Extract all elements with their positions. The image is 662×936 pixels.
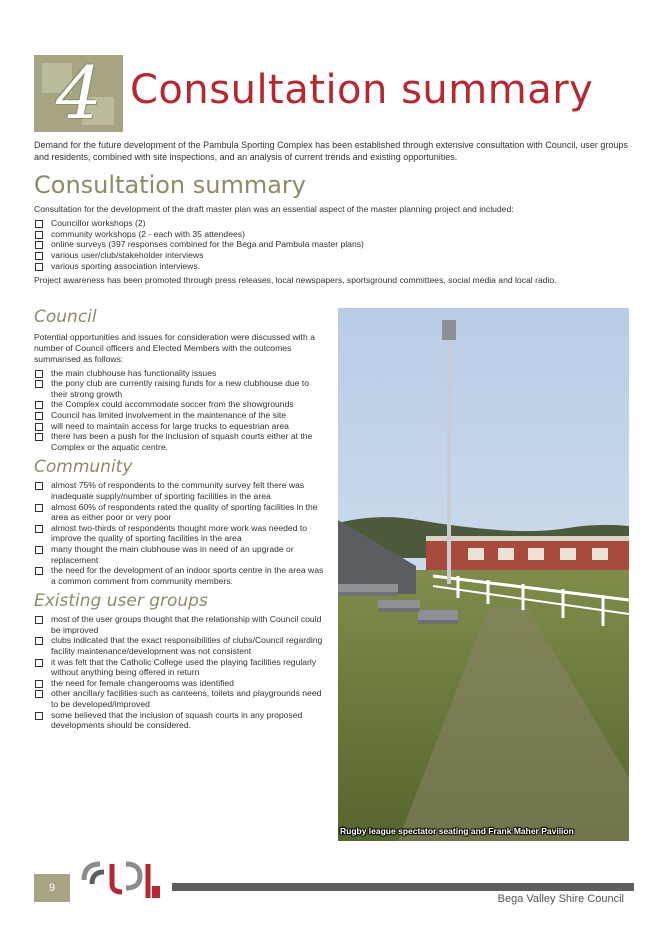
list-item: clubs indicated that the exact responsibilities of clubs/Council regarding facility maintenance/development was not consistent bbox=[34, 635, 326, 656]
list-item: some believed that the inclusion of squash courts in any proposed developments should be considered. bbox=[34, 710, 326, 731]
user-groups-list bbox=[34, 614, 326, 731]
list-item: almost 60% of respondents rated the quality of sporting facilities in the area as either poor or very poor bbox=[34, 502, 326, 523]
list-item: the main clubhouse has functionality issues bbox=[34, 368, 326, 379]
council-list bbox=[34, 368, 326, 453]
list-item: there has been a push for the inclusion of squash courts either at the Complex or the aquatic centre. bbox=[34, 431, 326, 452]
list-item: most of the user groups thought that the relationship with Council could be improved bbox=[34, 614, 326, 635]
section-heading-consultation: Consultation summary bbox=[34, 171, 307, 199]
checkbox-icon bbox=[35, 380, 43, 388]
checkbox-icon bbox=[35, 412, 43, 420]
checkbox-icon bbox=[35, 546, 43, 554]
section-heading-community: Community bbox=[34, 457, 133, 478]
list-item: the need for the development of an indoor sports centre in the area was a common comment from community members. bbox=[34, 565, 326, 586]
left-column bbox=[34, 306, 326, 731]
checkbox-icon bbox=[35, 263, 43, 271]
consultation-list bbox=[34, 218, 634, 271]
checkbox-icon bbox=[35, 370, 43, 378]
chapter-number-badge bbox=[34, 55, 123, 132]
list-item: community workshops (2 - each with 35 attendees) bbox=[34, 229, 634, 240]
list-item: online surveys (397 responses combined for the Bega and Pambula master plans) bbox=[34, 239, 634, 250]
photo-caption: Rugby league spectator seating and Frank Maher Pavilion bbox=[340, 826, 574, 836]
checkbox-icon bbox=[35, 712, 43, 720]
checkbox-icon bbox=[35, 482, 43, 490]
list-item: the pony club are currently raising funds for a new clubhouse due to their strong growth bbox=[34, 378, 326, 399]
checkbox-icon bbox=[35, 637, 43, 645]
community-list bbox=[34, 480, 326, 586]
list-item: Council has limited involvement in the maintenance of the site bbox=[34, 410, 326, 421]
consultation-lead: Consultation for the development of the draft master plan was an essential aspect of the master planning project and included: bbox=[34, 204, 514, 214]
checkbox-icon bbox=[35, 680, 43, 688]
list-item: other ancillary facilities such as canteens, toilets and playgrounds need to be developed/improved bbox=[34, 688, 326, 709]
checkbox-icon bbox=[35, 659, 43, 667]
awareness-paragraph: Project awareness has been promoted through press releases, local newspapers, sportsground committees, social media and local radio. bbox=[34, 275, 557, 286]
list-item: many thought the main clubhouse was in need of an upgrade or replacement bbox=[34, 544, 326, 565]
list-item: almost two-thirds of respondents thought more work was needed to improve the quality of sporting facilities in the area bbox=[34, 523, 326, 544]
sportsground-photo bbox=[338, 308, 629, 841]
checkbox-icon bbox=[35, 252, 43, 260]
list-item: will need to maintain access for large trucks to equestrian area bbox=[34, 421, 326, 432]
section-heading-council: Council bbox=[34, 307, 97, 327]
checkbox-icon bbox=[35, 423, 43, 431]
list-item: various user/club/stakeholder interviews bbox=[34, 250, 634, 261]
list-item: the Complex could accommodate soccer from the showgrounds bbox=[34, 399, 326, 410]
chapter-title: Consultation summary bbox=[130, 67, 594, 113]
checkbox-icon bbox=[35, 504, 43, 512]
checkbox-icon bbox=[35, 241, 43, 249]
council-logo-icon bbox=[78, 858, 162, 904]
council-lead: Potential opportunities and issues for consideration were discussed with a number of Council officers and Elected Members with the outcomes summarised as follows: bbox=[34, 332, 315, 365]
checkbox-icon bbox=[35, 525, 43, 533]
section-heading-user-groups: Existing user groups bbox=[34, 591, 208, 612]
consultation-section bbox=[34, 204, 634, 286]
checkbox-icon bbox=[35, 401, 43, 409]
list-item: the need for female changerooms was identified bbox=[34, 678, 326, 689]
list-item: it was felt that the Catholic College used the playing facilities regularly without anything being offered in return bbox=[34, 657, 326, 678]
page-number: 9 bbox=[34, 874, 70, 902]
checkbox-icon bbox=[35, 690, 43, 698]
checkbox-icon bbox=[35, 567, 43, 575]
list-item: almost 75% of respondents to the community survey felt there was inadequate supply/number of sporting facilities in the area bbox=[34, 480, 326, 501]
intro-paragraph: Demand for the future development of the Pambula Sporting Complex has been established through extensive consultation with Council, user groups and residents, combined with site inspections, and an analysis of current trends and existing opportunities. bbox=[34, 140, 628, 162]
chapter-number: 4 bbox=[56, 55, 102, 132]
list-item: Councillor workshops (2) bbox=[34, 218, 634, 229]
list-item: various sporting association interviews. bbox=[34, 261, 634, 272]
checkbox-icon bbox=[35, 220, 43, 228]
checkbox-icon bbox=[35, 433, 43, 441]
organisation-name: Bega Valley Shire Council bbox=[497, 893, 624, 905]
footer-bar bbox=[172, 883, 634, 891]
checkbox-icon bbox=[35, 616, 43, 624]
checkbox-icon bbox=[35, 231, 43, 239]
